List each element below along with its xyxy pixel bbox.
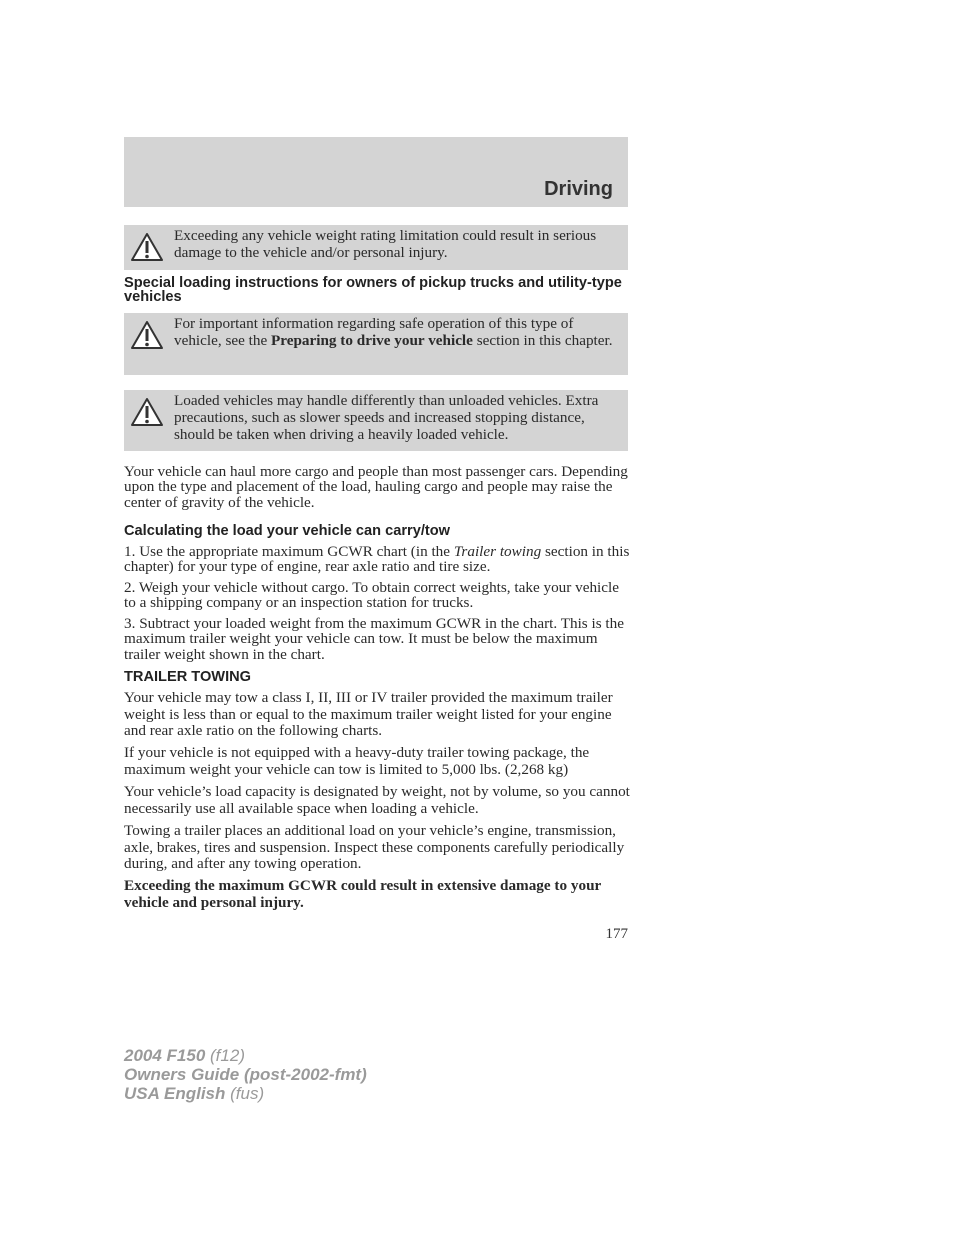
trailer-paragraph-3: Your vehicle’s load capacity is designated by weight, not by volume, so you cannot necessarily use all available space when loading a vehicle. [124, 783, 630, 817]
trailer-towing-reference: Trailer towing [453, 543, 542, 560]
trailer-paragraph-4: Towing a trailer places an additional load on your vehicle’s engine, transmission, axle, brakes, tires and suspension. Inspect these components carefully periodically during, and after any towing operation. [124, 822, 625, 873]
warning-triangle-icon [130, 232, 164, 262]
footer-line-3: USA English (fus) [124, 1084, 265, 1103]
step-3: 3. Subtract your loaded weight from the maximum GCWR in the chart. This is the maximum trailer weight your vehicle can tow. It must be below the maximum trailer weight shown in the chart. [124, 615, 624, 663]
footer-line-1: 2004 F150 (f12) [124, 1046, 245, 1065]
step-1: 1. Use the appropriate maximum GCWR chart (in the Trailer towing section in this chapter) for your type of engine, rear axle ratio and tire size. [124, 543, 630, 576]
warning-box-safe-operation [124, 313, 628, 375]
chapter-title: Driving [544, 178, 613, 200]
chapter-header [124, 137, 628, 207]
trailer-paragraph-1: Your vehicle may tow a class I, II, III or IV trailer provided the maximum trailer weight is less than or equal to the maximum trailer weight listed for your engine and rear axle ratio on the following charts. [124, 689, 613, 740]
warning-box-loaded-vehicles [124, 390, 628, 451]
warning-text-before: For important information regarding safe operation of this type of vehicle, see the [174, 315, 574, 349]
warning-triangle-icon [130, 320, 164, 350]
step-2: 2. Weigh your vehicle without cargo. To obtain correct weights, take your vehicle to a shipping company or an inspection station for trucks. [124, 579, 619, 612]
page-number: 177 [605, 926, 628, 942]
footer-line-2: Owners Guide (post-2002-fmt) [124, 1065, 367, 1084]
section-heading-calculating-load: Calculating the load your vehicle can carry/tow [124, 523, 451, 539]
warning-box-weight-rating [124, 225, 628, 270]
section-heading-trailer-towing: TRAILER TOWING [124, 669, 252, 685]
gcwr-warning-statement: Exceeding the maximum GCWR could result in extensive damage to your vehicle and personal injury. [124, 877, 601, 911]
warning-text: Loaded vehicles may handle differently than unloaded vehicles. Extra precautions, such as slower speeds and increased stopping distance, should be taken when driving a heavily loaded vehicle. [174, 392, 599, 443]
trailer-paragraph-2: If your vehicle is not equipped with a heavy-duty trailer towing package, the maximum weight your vehicle can tow is limited to 5,000 lbs. (2,268 kg) [124, 744, 590, 778]
warning-triangle-icon [130, 397, 164, 427]
warning-text-after: section in this chapter. [472, 331, 613, 349]
section-heading-special-loading: Special loading instructions for owners of pickup trucks and utility-type vehicles [124, 275, 622, 305]
warning-text-bold-reference: Preparing to drive your vehicle [270, 331, 473, 349]
intro-paragraph: Your vehicle can haul more cargo and people than most passenger cars. Depending upon the type and placement of the load, hauling cargo and people may raise the center of gravity of the vehicle. [124, 463, 628, 511]
document-footer [124, 1046, 367, 1103]
warning-text: Exceeding any vehicle weight rating limitation could result in serious damage to the vehicle and/or personal injury. [174, 227, 597, 261]
